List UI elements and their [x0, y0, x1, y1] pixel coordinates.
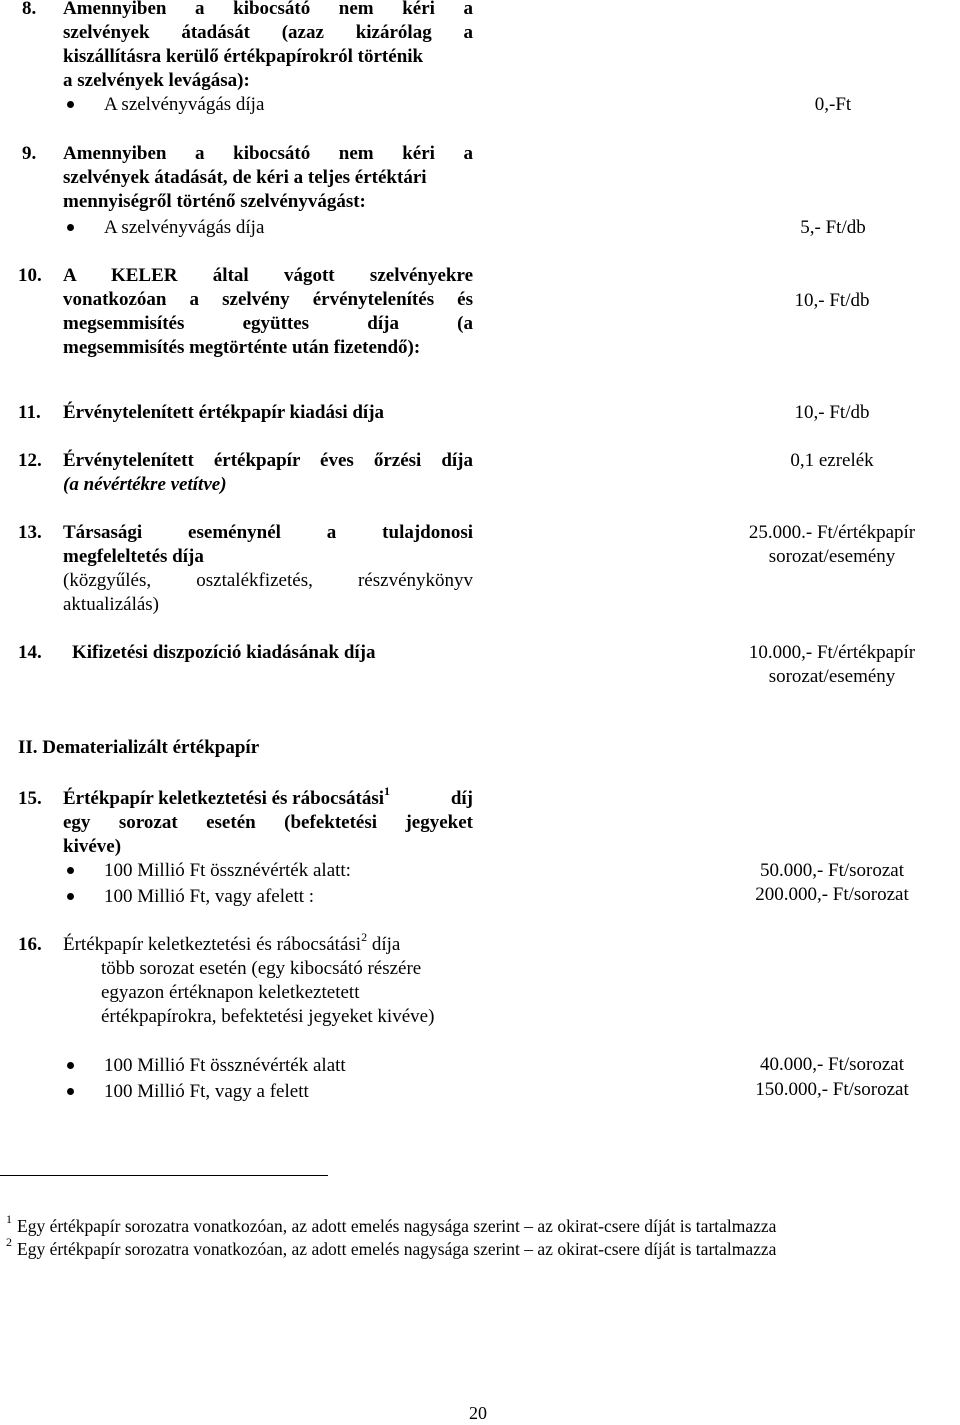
item-text-line: szelvények átadását, de kéri a teljes értéktári	[63, 167, 427, 188]
item-text-line: egyazon értéknapon keletkeztetett	[101, 982, 360, 1003]
bullet-icon	[67, 101, 74, 108]
bullet-icon	[67, 1088, 74, 1095]
footnote-ref: 2	[361, 929, 368, 944]
item-text-line: több sorozat esetén (egy kibocsátó részére	[101, 958, 422, 979]
fee-value: 0,-Ft	[814, 94, 852, 115]
item-number: 10.	[18, 265, 42, 286]
item-text-line: aktualizálás)	[63, 594, 160, 615]
item-text-line: megfeleltetés díja	[63, 546, 204, 567]
item-text-line: értékpapírokra, befektetési jegyeket kivéve)	[101, 1006, 435, 1027]
fee-value: 40.000,- Ft/sorozat	[759, 1054, 905, 1075]
item-text: Értékpapír keletkeztetési és rábocsátási	[63, 788, 385, 809]
fee-value: 200.000,- Ft/sorozat	[755, 884, 909, 905]
fee-value-line: 10.000,- Ft/értékpapír	[748, 642, 916, 663]
bullet-icon	[67, 867, 74, 874]
item-number: 11.	[18, 402, 41, 423]
item-text-line: szelvények átadását (azaz kizárólag a	[63, 22, 473, 43]
footnote-text: Egy értékpapír sorozatra vonatkozóan, az adott emelés nagysága szerint – az okirat-csere díját is tartalmazza	[17, 1216, 777, 1236]
item-text-line: Kifizetési diszpozíció kiadásának díja	[72, 642, 376, 663]
fee-value: 10,- Ft/db	[794, 402, 870, 423]
item-text-line: Érvénytelenített értékpapír éves őrzési díja	[63, 450, 473, 471]
fee-value: 150.000,- Ft/sorozat	[755, 1079, 909, 1100]
fee-value-line: sorozat/esemény	[768, 546, 896, 567]
item-text-line	[63, 783, 473, 811]
bullet-icon	[67, 893, 74, 900]
item-text-line: megsemmisítés együttes díja (a	[63, 313, 473, 334]
fee-value: 5,- Ft/db	[800, 217, 866, 238]
bullet-label: 100 Millió Ft össznévérték alatt:	[104, 860, 351, 881]
bullet-icon	[67, 224, 74, 231]
fee-value: 50.000,- Ft/sorozat	[759, 860, 905, 881]
item-text-line: kivéve)	[63, 836, 122, 857]
bullet-icon	[67, 1062, 74, 1069]
item-number: 9.	[22, 143, 37, 164]
fee-value-line: 25.000.- Ft/értékpapír	[748, 522, 916, 543]
item-number: 14.	[18, 642, 42, 663]
item-text-line: A KELER által vágott szelvényekre	[63, 265, 473, 286]
item-number: 12.	[18, 450, 42, 471]
item-text-line: Érvénytelenített értékpapír kiadási díja	[63, 402, 385, 423]
footnote-ref: 1	[384, 783, 391, 798]
page-number: 20	[469, 1403, 487, 1423]
bullet-label: 100 Millió Ft, vagy a felett	[104, 1081, 309, 1102]
footnote	[6, 1237, 776, 1261]
item-text-line: kiszállításra kerülő értékpapírokról történik	[63, 46, 424, 67]
fee-value: 10,- Ft/db	[794, 290, 870, 311]
item-text-line: megsemmisítés megtörténte után fizetendő):	[63, 337, 421, 358]
item-text: díja	[371, 934, 401, 955]
fee-value: 0,1 ezrelék	[790, 450, 874, 471]
item-text-line: egy sorozat esetén (befektetési jegyeket	[63, 812, 473, 833]
item-text-line	[63, 929, 401, 957]
item-text-line: a szelvények levágása):	[63, 70, 250, 91]
footnote-text: Egy értékpapír sorozatra vonatkozóan, az adott emelés nagysága szerint – az okirat-csere díját is tartalmazza	[17, 1239, 777, 1259]
footnote	[6, 1214, 776, 1238]
bullet-label: 100 Millió Ft össznévérték alatt	[104, 1055, 346, 1076]
item-text-line: Társasági eseménynél a tulajdonosi	[63, 522, 473, 543]
item-text-line: Amennyiben a kibocsátó nem kéri a	[63, 0, 473, 19]
item-text-line: (a névértékre vetítve)	[63, 474, 227, 495]
section-heading: II. Dematerializált értékpapír	[18, 737, 260, 758]
item-number: 15.	[18, 788, 42, 809]
fee-value-line: sorozat/esemény	[768, 666, 896, 687]
item-text-line: mennyiségről történő szelvényvágást:	[63, 191, 366, 212]
item-number: 13.	[18, 522, 42, 543]
item-number: 8.	[22, 0, 37, 19]
footnote-divider	[0, 1175, 328, 1176]
item-number: 16.	[18, 934, 42, 955]
item-text: Értékpapír keletkeztetési és rábocsátási	[63, 934, 362, 955]
bullet-label: 100 Millió Ft, vagy afelett :	[104, 886, 315, 907]
item-text-line: vonatkozóan a szelvény érvénytelenítés és	[63, 289, 473, 310]
item-text: díj	[450, 788, 473, 809]
footnote-mark: 1	[6, 1212, 12, 1227]
item-text-line: Amennyiben a kibocsátó nem kéri a	[63, 143, 473, 164]
footnote-mark: 2	[6, 1235, 12, 1250]
item-text-line: (közgyűlés, osztalékfizetés, részvénykönyv	[63, 570, 473, 591]
bullet-label: A szelvényvágás díja	[104, 217, 265, 238]
bullet-label: A szelvényvágás díja	[104, 94, 265, 115]
